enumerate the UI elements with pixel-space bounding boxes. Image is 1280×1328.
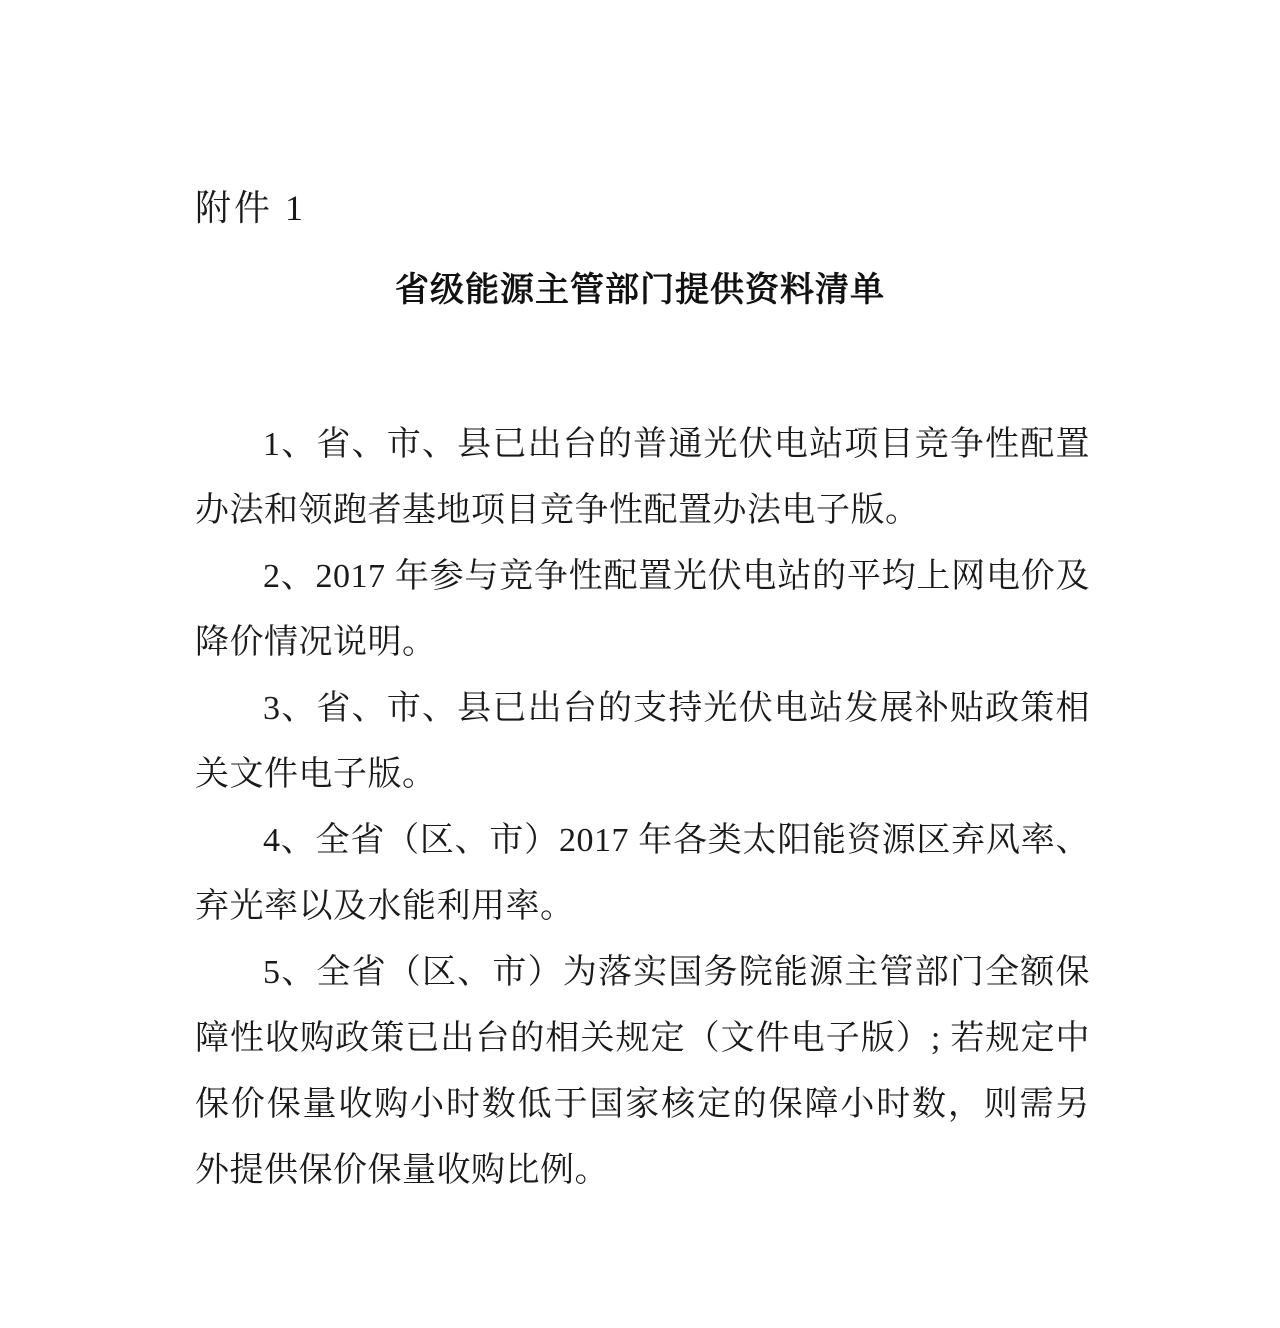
document-body <box>195 412 1090 1204</box>
paragraph-item-1: 1、省、市、县已出台的普通光伏电站项目竞争性配置办法和领跑者基地项目竞争性配置办法电子版。 <box>195 426 1090 529</box>
paragraph-item-5: 5、全省（区、市）为落实国务院能源主管部门全额保障性收购政策已出台的相关规定（文件电子版）; 若规定中保价保量收购小时数低于国家核定的保障小时数，则需另外提供保价保量收购比例。 <box>195 954 1090 1189</box>
paragraph-item-2: 2、2017 年参与竞争性配置光伏电站的平均上网电价及降价情况说明。 <box>195 558 1090 661</box>
attachment-label: 附件 1 <box>195 188 307 228</box>
paragraph-item-4: 4、全省（区、市）2017 年各类太阳能资源区弃风率、弃光率以及水能利用率。 <box>195 822 1090 925</box>
paragraph-item-3: 3、省、市、县已出台的支持光伏电站发展补贴政策相关文件电子版。 <box>195 690 1090 793</box>
document-title: 省级能源主管部门提供资料清单 <box>395 270 885 310</box>
